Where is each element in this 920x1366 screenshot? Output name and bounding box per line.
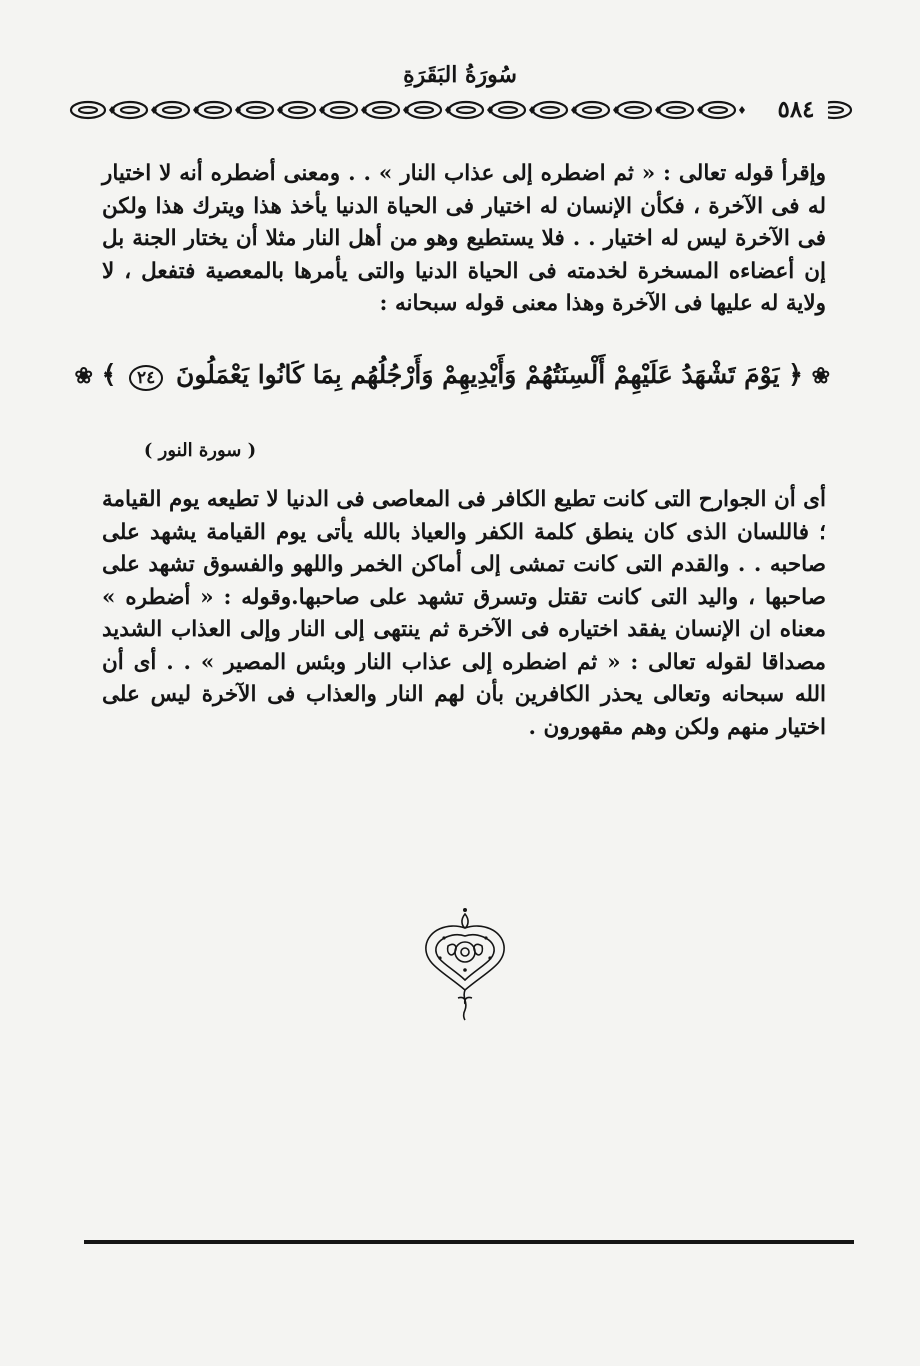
floral-ornament-icon bbox=[420, 906, 510, 1022]
footer-divider bbox=[84, 1240, 854, 1244]
page-number: ٥٨٤ bbox=[764, 96, 828, 123]
verse-ornament-icon: ❀ bbox=[811, 363, 830, 389]
verse-text: يَوْمَ تَشْهَدُ عَلَيْهِمْ أَلْسِنَتُهُمْ وَأَيْدِيهِمْ وَأَرْجُلُهُم بِمَا كَانُوا يَعْمَلُونَ bbox=[175, 360, 780, 389]
quran-verse bbox=[74, 360, 830, 391]
surah-title-header: سُورَةُ البَقَرَةِ bbox=[403, 62, 517, 88]
verse-ornament-icon: ❀ bbox=[74, 363, 93, 389]
commentary-paragraph-1: وإقرأ قوله تعالى : « ثم اضطره إلى عذاب النار » . . ومعنى أضطره أنه لا اختيار له فى الآخرة ، فكأن الإنسان له اختيار فى الحياة الدنيا يأخذ هذا ويترك هذا ولكن فى الآخرة ليس له اختيار . . فلا يستطيع وهو من أهل النار مثلا أن يختار الجنة بل إن أعضاءه المسخرة لخدمته فى الحياة الدنيا والتى يأمرها بالمعصية فتفعل ، لا ولاية له عليها فى الآخرة وهذا معنى قوله سبحانه : bbox=[102, 161, 826, 316]
verse-close-bracket: ﴾ bbox=[101, 360, 117, 389]
decorative-chain-border bbox=[66, 98, 856, 122]
surah-reference: ( سورة النور ) bbox=[143, 440, 257, 461]
verse-open-bracket: ﴿ bbox=[788, 360, 803, 389]
commentary-paragraph-2: أى أن الجوارح التى كانت تطيع الكافر فى المعاصى فى الدنيا لا تطيعه يوم القيامة ؛ فاللسان الذى كان ينطق كلمة الكفر والعياذ بالله يأتى يوم القيامة يشهد على صاحبه . . والقدم التى كانت تمشى إلى أماكن الخمر واللهو والفسوق تشهد على صاحبها ، واليد التى كانت تقتل وتسرق تشهد على صاحبها.وقوله : « أضطره » معناه ان الإنسان يفقد اختياره فى الآخرة ثم ينتهى إلى النار وإلى العذاب الشديد مصداقا لقوله تعالى : « ثم اضطره إلى عذاب النار وبئس المصير » . . أى أن الله سبحانه وتعالى يحذر الكافرين بأن لهم النار والعذاب فى الآخرة ليس على اختيار منهم ولكن وهم مقهورون . bbox=[102, 487, 826, 740]
verse-number: ٢٤ bbox=[129, 365, 163, 391]
